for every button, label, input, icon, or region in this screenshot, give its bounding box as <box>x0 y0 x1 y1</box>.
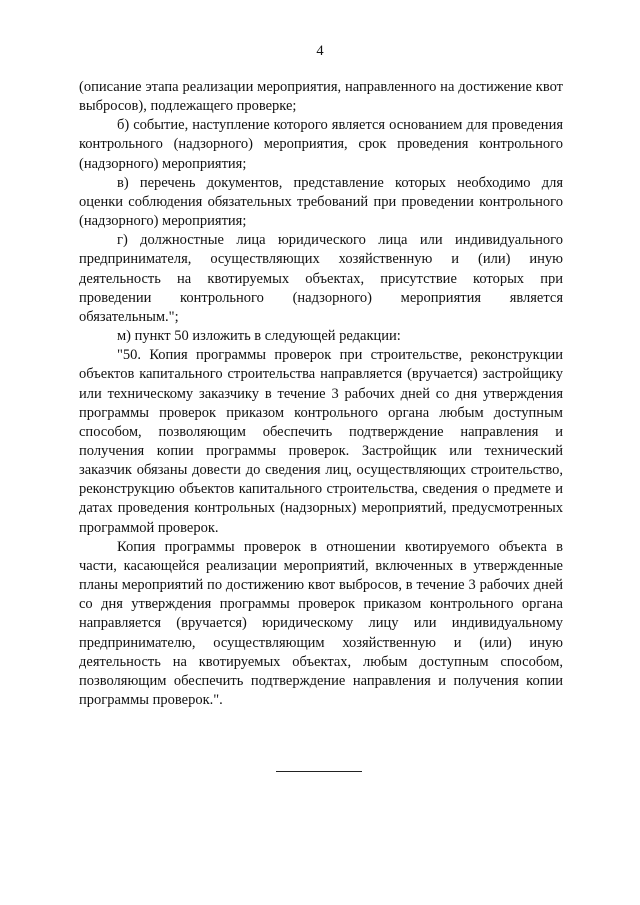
paragraph-clause-50-second: Копия программы проверок в отношении квотируемого объекта в части, касающейся реализации мероприятий, включенных в утвержденные планы мероприятий по достижению квот выбросов, в течение 3 рабочих дней со дня утверждения программы проверок приказом контрольного органа направляется (вручается) юридическому лицу или индивидуальному предпринимателю, осуществляющим хозяйственную и (или) иную деятельность на квотируемых объектах, любым доступным способом, позволяющим обеспечить подтверждение направления и получения копии программы проверок.". <box>79 538 563 708</box>
paragraph-item-v: в) перечень документов, представление которых необходимо для оценки соблюдения обязательных требований при проведении контрольного (надзорного) мероприятия; <box>79 174 563 230</box>
closing-divider-line <box>276 771 362 772</box>
paragraph-clause-50: "50. Копия программы проверок при строительстве, реконструкции объектов капитального строительства направляется (вручается) застройщику или техническому заказчику в течение 3 рабочих дней со дня утверждения программы проверок приказом контрольного органа любым доступным способом, позволяющим обеспечить подтверждение направления и получения копии программы проверок. Застройщик или технический заказчик обязаны довести до сведения лиц, осуществляющих строительство, реконструкцию объектов капитального строительства, сведения о предмете и датах проведения контрольных (надзорных) мероприятий, предусмотренных программой проверок. <box>79 347 563 536</box>
page-number: 4 <box>316 43 324 59</box>
paragraph-item-g: г) должностные лица юридического лица или индивидуального предпринимателя, осуществляющих хозяйственную и (или) иную деятельность на квотируемых объектах, присутствие которых при проведении контрольного (надзорного) мероприятия является обязательным."; <box>79 232 563 325</box>
paragraph-item-b: б) событие, наступление которого является основанием для проведения контрольного (надзорного) мероприятия, срок проведения контрольного (надзорного) мероприятия; <box>79 117 563 172</box>
paragraph-item-m: м) пункт 50 изложить в следующей редакции: <box>117 328 401 345</box>
paragraph-continuation: (описание этапа реализации мероприятия, направленного на достижение квот выбросов), подлежащего проверке; <box>79 79 563 115</box>
document-body <box>79 78 563 710</box>
